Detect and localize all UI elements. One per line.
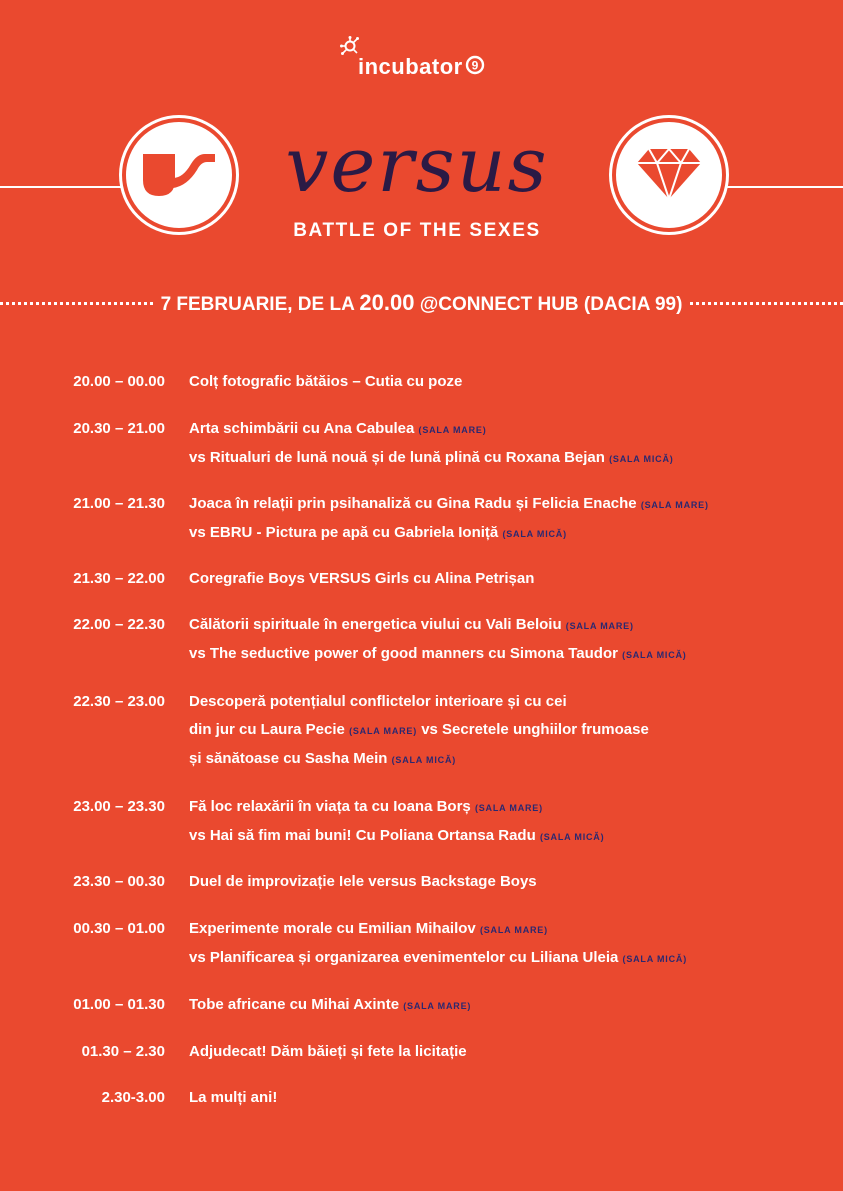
activity-line xyxy=(189,490,829,519)
diamond-badge xyxy=(612,118,726,232)
activity-text: și sănătoase cu Sasha Mein xyxy=(189,750,388,767)
activity-text: vs Planificarea și organizarea evenimentelor cu Liliana Uleia xyxy=(189,949,619,966)
activity-line xyxy=(189,1084,829,1112)
activity-text: vs Hai să fim mai buni! Cu Poliana Ortansa Radu xyxy=(189,827,536,844)
schedule-activity xyxy=(189,793,829,851)
dotted-divider-left xyxy=(0,302,153,305)
activity-text: vs EBRU - Pictura pe apă cu Gabriela Ioniță xyxy=(189,524,499,541)
room-label: (SALA MICĂ) xyxy=(539,832,605,842)
logo-text: incubator xyxy=(358,54,463,79)
schedule-activity xyxy=(189,565,829,593)
schedule-time: 01.30 – 2.30 xyxy=(81,1043,165,1060)
activity-line xyxy=(189,868,829,896)
schedule-activity xyxy=(189,490,829,548)
activity-text: Călătorii spirituale în energetica viului cu Vali Beloiu xyxy=(189,616,562,633)
room-label: (SALA MICĂ) xyxy=(622,650,687,660)
schedule-time: 21.30 – 22.00 xyxy=(73,570,165,587)
date-part1: 7 FEBRUARIE, DE LA xyxy=(160,294,360,315)
logo-badge-icon xyxy=(465,55,485,80)
schedule-activity xyxy=(189,688,829,774)
room-label: (SALA MICĂ) xyxy=(622,954,687,964)
activity-text: Descoperă potențialul conflictelor interioare și cu cei xyxy=(189,693,567,710)
incubator-logo xyxy=(340,40,485,80)
schedule-time: 23.30 – 00.30 xyxy=(73,873,165,890)
activity-text: vs Secretele unghiilor frumoase xyxy=(421,721,649,738)
activity-line xyxy=(189,368,829,396)
schedule-activity xyxy=(189,1084,829,1112)
schedule-activity xyxy=(189,1038,829,1066)
room-label: (SALA MARE) xyxy=(418,425,487,435)
date-time: 20.00 xyxy=(359,290,415,315)
activity-line xyxy=(189,915,829,944)
activity-line xyxy=(189,991,829,1020)
schedule-time: 00.30 – 01.00 xyxy=(73,920,165,937)
date-line xyxy=(0,290,843,316)
schedule-time: 22.00 – 22.30 xyxy=(73,616,165,633)
schedule-time: 01.00 – 01.30 xyxy=(73,996,165,1013)
room-label: (SALA MARE) xyxy=(479,925,548,935)
molecule-icon xyxy=(340,36,366,67)
schedule-time: 23.00 – 23.30 xyxy=(73,798,165,815)
date-part2: @CONNECT HUB (DACIA 99) xyxy=(414,294,683,315)
activity-text: La mulți ani! xyxy=(189,1089,278,1106)
room-label: (SALA MARE) xyxy=(640,500,709,510)
activity-line xyxy=(189,640,829,669)
activity-text: vs Ritualuri de lună nouă și de lună plină cu Roxana Bejan xyxy=(189,449,605,466)
room-label: (SALA MARE) xyxy=(474,803,543,813)
activity-text: vs The seductive power of good manners cu Simona Taudor xyxy=(189,645,618,662)
activity-line xyxy=(189,611,829,640)
pipe-badge xyxy=(122,118,236,232)
pipe-icon xyxy=(139,142,219,209)
schedule-activity xyxy=(189,868,829,896)
room-label: (SALA MARE) xyxy=(349,726,418,736)
activity-line xyxy=(189,1038,829,1066)
activity-text: Experimente morale cu Emilian Mihailov xyxy=(189,920,476,937)
schedule-activity xyxy=(189,611,829,669)
header-divider-right xyxy=(718,186,843,188)
schedule-time: 20.30 – 21.00 xyxy=(73,420,165,437)
activity-line xyxy=(189,793,829,822)
schedule-activity xyxy=(189,915,829,973)
room-label: (SALA MICĂ) xyxy=(391,755,457,765)
schedule-time: 21.00 – 21.30 xyxy=(73,495,165,512)
activity-text: Fă loc relaxării în viața ta cu Ioana Borș xyxy=(189,798,471,815)
activity-line xyxy=(189,716,829,745)
dotted-divider-right xyxy=(690,302,843,305)
diamond-icon xyxy=(635,145,703,206)
schedule-time: 20.00 – 00.00 xyxy=(73,373,165,390)
activity-line xyxy=(189,944,829,973)
schedule-time: 22.30 – 23.00 xyxy=(73,693,165,710)
activity-line xyxy=(189,745,829,774)
schedule-activity xyxy=(189,991,829,1020)
event-subtitle: BATTLE OF THE SEXES xyxy=(293,220,541,241)
activity-text: Arta schimbării cu Ana Cabulea xyxy=(189,420,415,437)
activity-text: Adjudecat! Dăm băieți și fete la licitație xyxy=(189,1043,467,1060)
activity-text: Colț fotografic bătăios – Cutia cu poze xyxy=(189,373,463,390)
schedule-activity xyxy=(189,415,829,473)
activity-text: Joaca în relații prin psihanaliză cu Gina Radu și Felicia Enache xyxy=(189,495,637,512)
activity-line xyxy=(189,415,829,444)
activity-line xyxy=(189,688,829,716)
activity-line xyxy=(189,444,829,473)
room-label: (SALA MICĂ) xyxy=(609,454,674,464)
room-label: (SALA MICĂ) xyxy=(502,529,567,539)
activity-line xyxy=(189,565,829,593)
header-divider-left xyxy=(0,186,128,188)
date-text xyxy=(153,290,691,316)
room-label: (SALA MARE) xyxy=(403,1001,472,1011)
activity-line xyxy=(189,822,829,851)
svg-text:9: 9 xyxy=(471,58,479,72)
activity-text: din jur cu Laura Pecie xyxy=(189,721,345,738)
schedule-activity xyxy=(189,368,829,396)
event-title: versus xyxy=(285,120,549,209)
activity-line xyxy=(189,519,829,548)
schedule-time: 2.30-3.00 xyxy=(101,1089,165,1106)
room-label: (SALA MARE) xyxy=(565,621,634,631)
activity-text: Coregrafie Boys VERSUS Girls cu Alina Petrișan xyxy=(189,570,535,587)
activity-text: Duel de improvizație Iele versus Backstage Boys xyxy=(189,873,537,890)
activity-text: Tobe africane cu Mihai Axinte xyxy=(189,996,400,1013)
